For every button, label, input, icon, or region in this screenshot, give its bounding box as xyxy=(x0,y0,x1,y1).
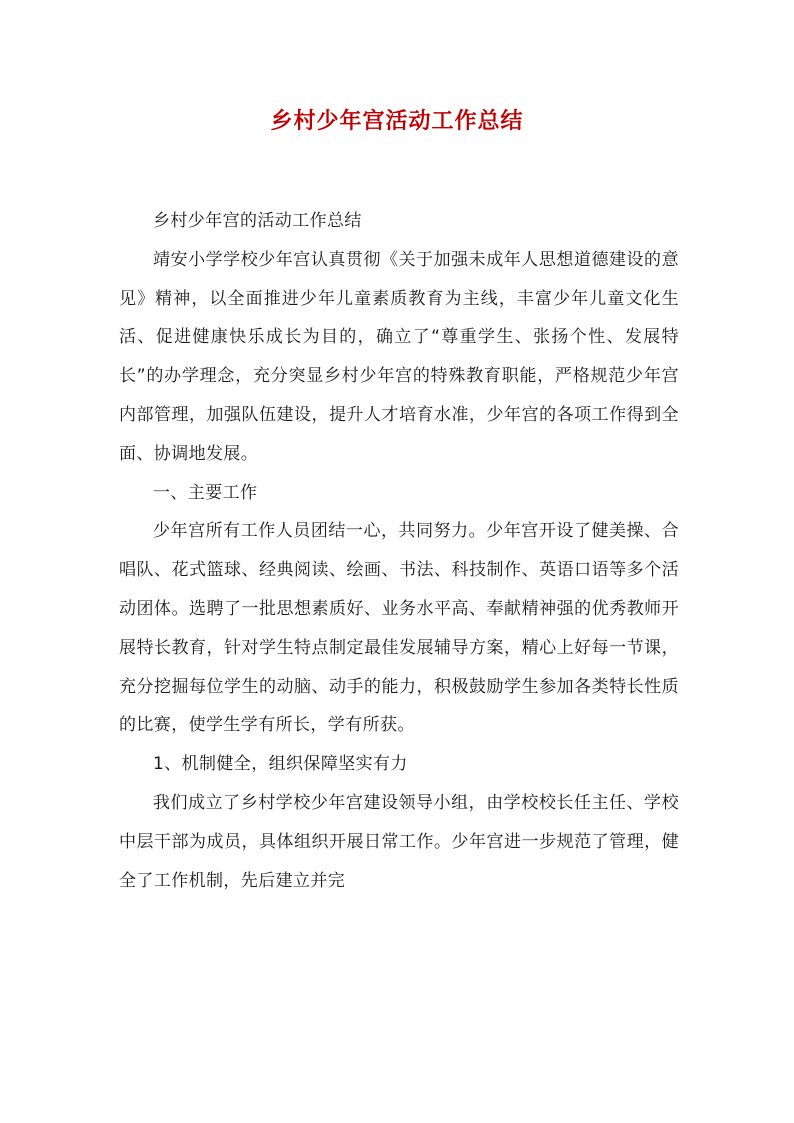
paragraph-intro: 靖安小学学校少年宫认真贯彻《关于加强未成年人思想道德建设的意见》精神，以全面推进少年儿童素质教育为主线，丰富少年儿童文化生活、促进健康快乐成长为目的，确立了“尊重学生、张扬个性、发展特长”的办学理念，充分突显乡村少年宫的特殊教育职能，严格规范少年宫内部管理，加强队伍建设，提升人才培育水准，少年宫的各项工作得到全面、协调地发展。 xyxy=(119,249,679,464)
paragraph-mechanism: 我们成立了乡村学校少年宫建设领导小组，由学校校长任主任、学校中层干部为成员，具体组织开展日常工作。少年宫进一步规范了管理，健全了工作机制，先后建立并完 xyxy=(119,792,679,891)
paragraph-subtitle: 乡村少年宫的活动工作总结 xyxy=(153,211,362,231)
paragraph-main-work: 少年宫所有工作人员团结一心，共同努力。少年宫开设了健美操、合唱队、花式篮球、经典阅读、绘画、书法、科技制作、英语口语等多个活动团体。选聘了一批思想素质好、业务水平高、奉献精神强的优秀教师开展特长教育，针对学生特点制定最佳发展辅导方案，精心上好每一节课，充分挖掘每位学生的动脑、动手的能力，积极鼓励学生参加各类特长性质的比赛，使学生学有所长，学有所获。 xyxy=(119,521,679,736)
document-body xyxy=(119,202,679,900)
subsection-heading-mechanism: 1、机制健全，组织保障坚实有力 xyxy=(153,754,408,775)
document-title: 乡村少年宫活动工作总结 xyxy=(270,108,524,134)
section-heading-main-work: 一、主要工作 xyxy=(153,482,258,503)
